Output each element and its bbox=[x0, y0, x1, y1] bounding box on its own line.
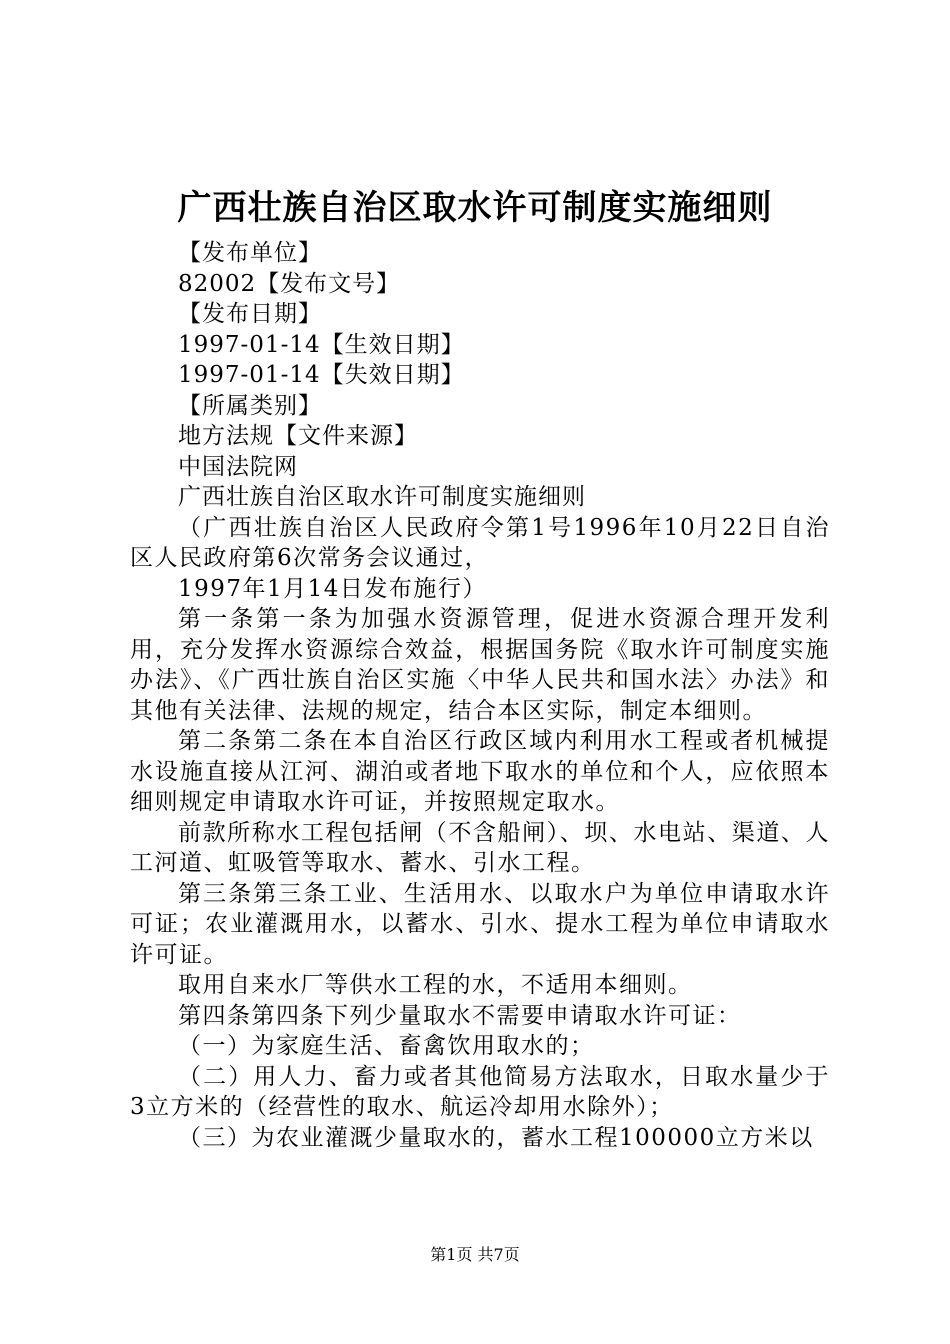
meta-line-publisher: 【发布单位】 bbox=[178, 240, 322, 266]
paragraph-decree: （广西壮族自治区人民政府令第1号1996年10月22日自治区人民政府第6次常务会议通过， bbox=[130, 514, 830, 571]
document-title: 广西壮族自治区取水许可制度实施细则 bbox=[177, 188, 773, 228]
paragraph-article-4: 第四条第四条下列少量取水不需要申请取水许可证： bbox=[178, 1002, 742, 1029]
paragraph-article-4-item-1: （一）为家庭生活、畜禽饮用取水的； bbox=[178, 1033, 595, 1059]
meta-line-effective-date: 1997-01-14【生效日期】 bbox=[178, 331, 465, 358]
paragraph-article-1: 第一条第一条为加强水资源管理，促进水资源合理开发利用，充分发挥水资源综合效益，根据国务院《取水许可制度实施办法》、《广西壮族自治区实施〈中华人民共和国水法〉办法》和其他有关法律、法规的规定，结合本区实际，制定本细则。 bbox=[130, 606, 830, 724]
paragraph-article-2: 第二条第二条在本自治区行政区域内利用水工程或者机械提水设施直接从江河、湖泊或者地下取水的单位和个人，应依照本细则规定申请取水许可证，并按照规定取水。 bbox=[130, 728, 830, 815]
meta-line-source-name: 中国法院网 bbox=[178, 453, 298, 480]
paragraph-issue-date: 1997年1月14日发布施行） bbox=[178, 575, 487, 602]
paragraph-article-4-item-2: （二）用人力、畜力或者其他简易方法取水，日取水量少于3立方米的（经营性的取水、航运冷却用水除外）； bbox=[130, 1063, 830, 1120]
meta-line-publish-date: 【发布日期】 bbox=[178, 301, 322, 327]
meta-line-expiry-date: 1997-01-14【失效日期】 bbox=[178, 362, 465, 388]
page-number-footer: 第1页 共7页 bbox=[430, 1245, 520, 1264]
paragraph-article-3: 第三条第三条工业、生活用水、以取水户为单位申请取水许可证；农业灌溉用水，以蓄水、引水、提水工程为单位申请取水许可证。 bbox=[130, 880, 830, 968]
meta-line-doc-number: 82002【发布文号】 bbox=[178, 270, 401, 297]
paragraph-article-2-note: 前款所称水工程包括闸（不含船闸）、坝、水电站、渠道、人工河道、虹吸管等取水、蓄水、引水工程。 bbox=[130, 819, 830, 876]
meta-line-category: 【所属类别】 bbox=[178, 392, 322, 419]
paragraph-article-3-note: 取用自来水厂等供水工程的水，不适用本细则。 bbox=[178, 972, 693, 998]
meta-line-doc-title: 广西壮族自治区取水许可制度实施细则 bbox=[178, 484, 586, 510]
paragraph-article-4-item-3: （三）为农业灌溉少量取水的，蓄水工程100000立方米以 bbox=[178, 1124, 814, 1151]
document-body bbox=[130, 238, 830, 1153]
meta-line-source: 地方法规【文件来源】 bbox=[178, 423, 418, 449]
